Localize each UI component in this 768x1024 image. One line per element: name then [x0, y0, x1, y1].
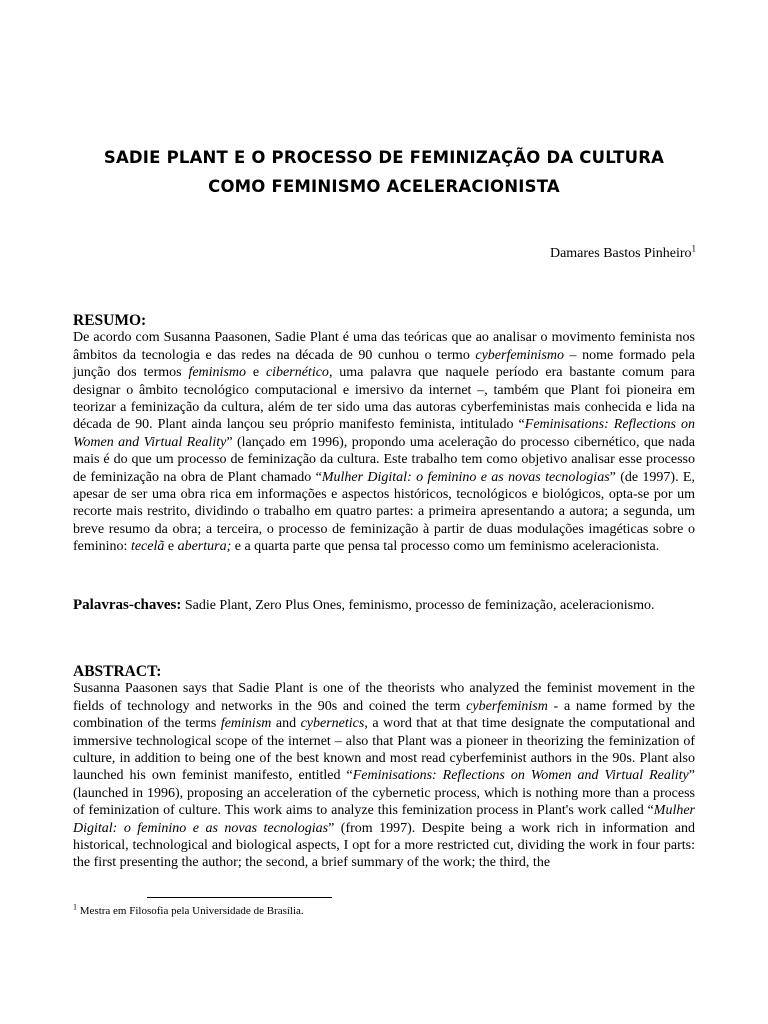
abstract-text: Susanna Paasonen says that Sadie Plant is one of the theorists who analyzed the feminist movement in the fields of technology and networks in the 90s and coined the term cyberfeminism - a name formed by the combination of the terms feminism and cybernetics, a word that at that time designate the computational and immersive technological scope of the internet – also that Plant was a pioneer in theorizing the feminization of culture, in addition to being one of the best known and most read cyberfeminist authors in the 90s. Plant also launched his own feminist manifesto, entitled “Feminisations: Reflections on Women and Virtual Reality” (launched in 1996), proposing an acceleration of the cybernetic process, which is nothing more than a process of feminization of culture. This work aims to analyze this feminization process in Plant's work called “Mulher Digital: o feminino e as novas tecnologias” (from 1997). Despite being a work rich in information and historical, technological and biological aspects, I opt for a more restricted cut, dividing the work in four parts: the first presenting the author; the second, a brief summary of the work; the third, the [73, 681, 695, 871]
paper-title-line-2: COMO FEMINISMO ACELERACIONISTA [208, 177, 560, 196]
keywords-text: Sadie Plant, Zero Plus Ones, feminismo, processo de feminização, aceleracionismo. [181, 598, 655, 613]
footnote-divider [147, 897, 332, 898]
paper-title-line-1: SADIE PLANT E O PROCESSO DE FEMINIZAÇÃO DA CULTURA [103, 148, 665, 167]
author-name: Damares Bastos Pinheiro [549, 246, 692, 261]
abstract-heading: ABSTRACT: [73, 663, 162, 680]
keywords-section [73, 597, 695, 614]
author-footnote-mark: 1 [691, 243, 696, 254]
footnote-mark: 1 [73, 902, 77, 912]
abstract-section [73, 663, 695, 872]
resumo-section [73, 312, 695, 556]
footnote [73, 902, 304, 917]
resumo-heading: RESUMO: [73, 312, 147, 329]
footnote-text: Mestra em Filosofia pela Universidade de Brasília. [77, 905, 304, 917]
keywords-label: Palavras-chaves: [73, 597, 182, 613]
resumo-text: De acordo com Susanna Paasonen, Sadie Plant é uma das teóricas que ao analisar o movimento feminista nos âmbitos da tecnologia e das redes na década de 90 cunhou o termo cyberfeminismo – nome formado pela junção dos termos feminismo e cibernético, uma palavra que naquele período era bastante comum para designar o âmbito tecnológico computacional e imersivo da internet –, também que Plant foi pioneira em teorizar a feminização da cultura, além de ter sido uma das autoras cyberfeministas mais conhecida e lida na década de 90. Plant ainda lançou seu próprio manifesto feminista, intitulado “Feminisations: Reflections on Women and Virtual Reality” (lançado em 1996), propondo uma aceleração do processo cibernético, que nada mais é do que um processo de feminização da cultura. Este trabalho tem como objetivo analisar esse processo de feminização na obra de Plant chamado “Mulher Digital: o feminino e as novas tecnologias” (de 1997). E, apesar de ser uma obra rica em informações e aspectos históricos, tecnológicos e biológicos, opta-se por um recorte mais restrito, dividindo o trabalho em quatro partes: a primeira apresentando a autora; a segunda, um breve resumo da obra; a terceira, o processo de feminização à partir de duas modulações imagéticas sobre o feminino: tecelã e abertura; e a quarta parte que pensa tal processo como um feminismo aceleracionista. [73, 330, 696, 555]
author-line [549, 243, 696, 262]
